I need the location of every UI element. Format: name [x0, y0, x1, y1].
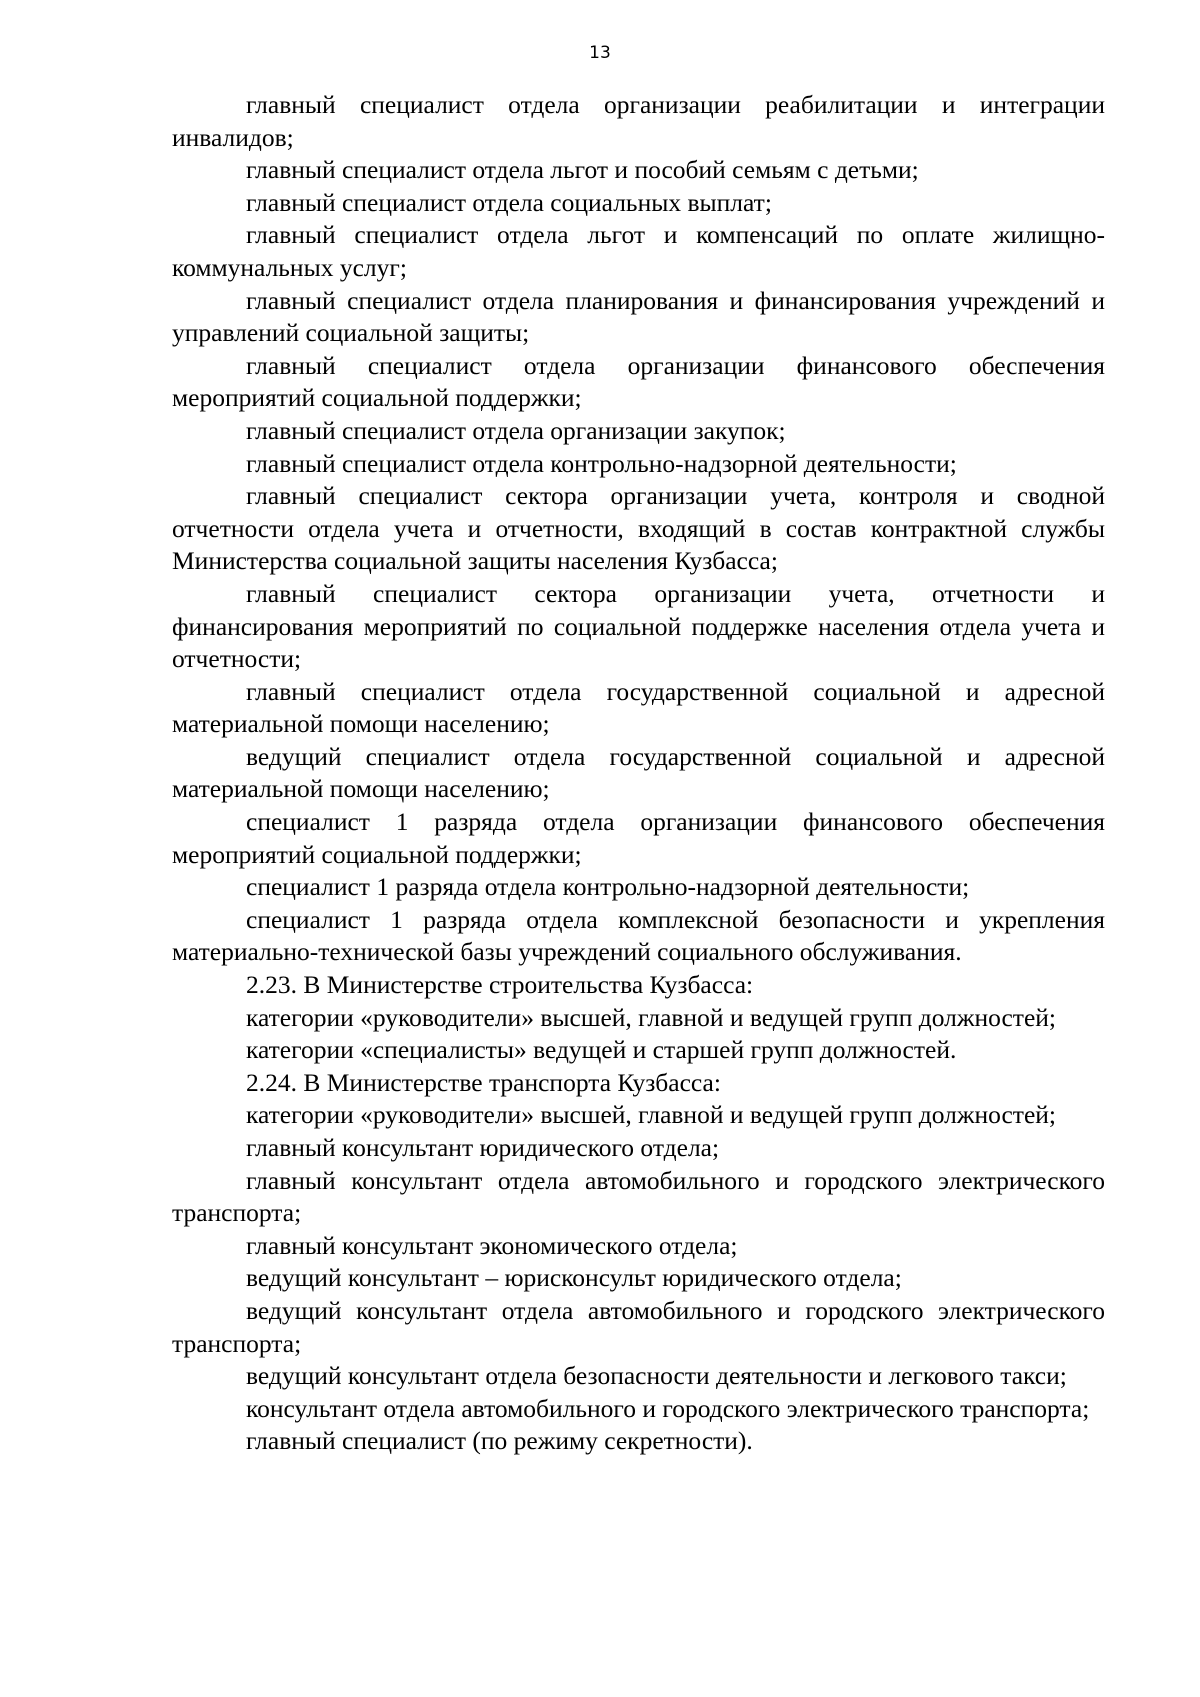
paragraph: специалист 1 разряда отдела комплексной безопасности и укрепления материально-технической базы учреждений социального обслуживания. — [172, 904, 1105, 967]
paragraph: категории «руководители» высшей, главной и ведущей групп должностей; — [246, 1002, 1056, 1032]
paragraph: категории «руководители» высшей, главной и ведущей групп должностей; — [246, 1100, 1056, 1130]
paragraph: специалист 1 разряда отдела организации финансового обеспечения мероприятий социальной поддержки; — [172, 807, 1105, 869]
section-heading-2-24: 2.24. В Министерстве транспорта Кузбасса: — [246, 1067, 721, 1097]
paragraph: категории «специалисты» ведущей и старшей групп должностей. — [246, 1035, 957, 1065]
paragraph: главный консультант отдела автомобильного и городского электрического транспорта; — [172, 1165, 1105, 1228]
paragraph: главный специалист отдела планирования и финансирования учреждений и управлений социальной защиты; — [172, 285, 1105, 348]
paragraph: главный специалист отдела контрольно-надзорной деятельности; — [246, 448, 957, 478]
paragraph: главный специалист отдела организации реабилитации и интеграции инвалидов; — [172, 90, 1105, 152]
paragraph: специалист 1 разряда отдела контрольно-надзорной деятельности; — [246, 872, 970, 902]
paragraph: главный специалист отдела организации финансового обеспечения мероприятий социальной поддержки; — [172, 350, 1105, 413]
paragraph: главный специалист отдела льгот и компенсаций по оплате жилищно-коммунальных услуг; — [172, 220, 1105, 282]
paragraph: ведущий консультант – юрисконсульт юридического отдела; — [246, 1263, 902, 1293]
paragraph: главный специалист отдела государственной социальной и адресной материальной помощи населению; — [172, 676, 1105, 739]
paragraph: главный специалист отдела льгот и пособий семьям с детьми; — [246, 155, 919, 185]
paragraph: главный специалист (по режиму секретности). — [246, 1426, 753, 1456]
document-body — [172, 89, 1105, 1458]
paragraph: главный специалист отдела социальных выплат; — [246, 187, 772, 217]
paragraph: ведущий консультант отдела безопасности деятельности и легкового такси; — [246, 1361, 1067, 1391]
paragraph: консультант отдела автомобильного и городского электрического транспорта; — [246, 1393, 1090, 1423]
paragraph: главный консультант экономического отдела; — [246, 1230, 738, 1260]
paragraph: ведущий консультант отдела автомобильного и городского электрического транспорта; — [172, 1295, 1105, 1358]
paragraph: главный специалист сектора организации учета, контроля и сводной отчетности отдела учета и отчетности, входящий в состав контрактной службы Министерства социальной защиты населения Кузбасса; — [172, 481, 1105, 576]
paragraph: ведущий специалист отдела государственной социальной и адресной материальной помощи населению; — [172, 741, 1105, 804]
paragraph: главный специалист сектора организации учета, отчетности и финансирования мероприятий по социальной поддержке населения отдела учета и отчетности; — [172, 578, 1105, 674]
paragraph: главный специалист отдела организации закупок; — [246, 415, 786, 445]
paragraph: главный консультант юридического отдела; — [246, 1133, 720, 1162]
section-heading-2-23: 2.23. В Министерстве строительства Кузбасса: — [246, 970, 754, 1000]
page-number: 13 — [589, 43, 611, 63]
